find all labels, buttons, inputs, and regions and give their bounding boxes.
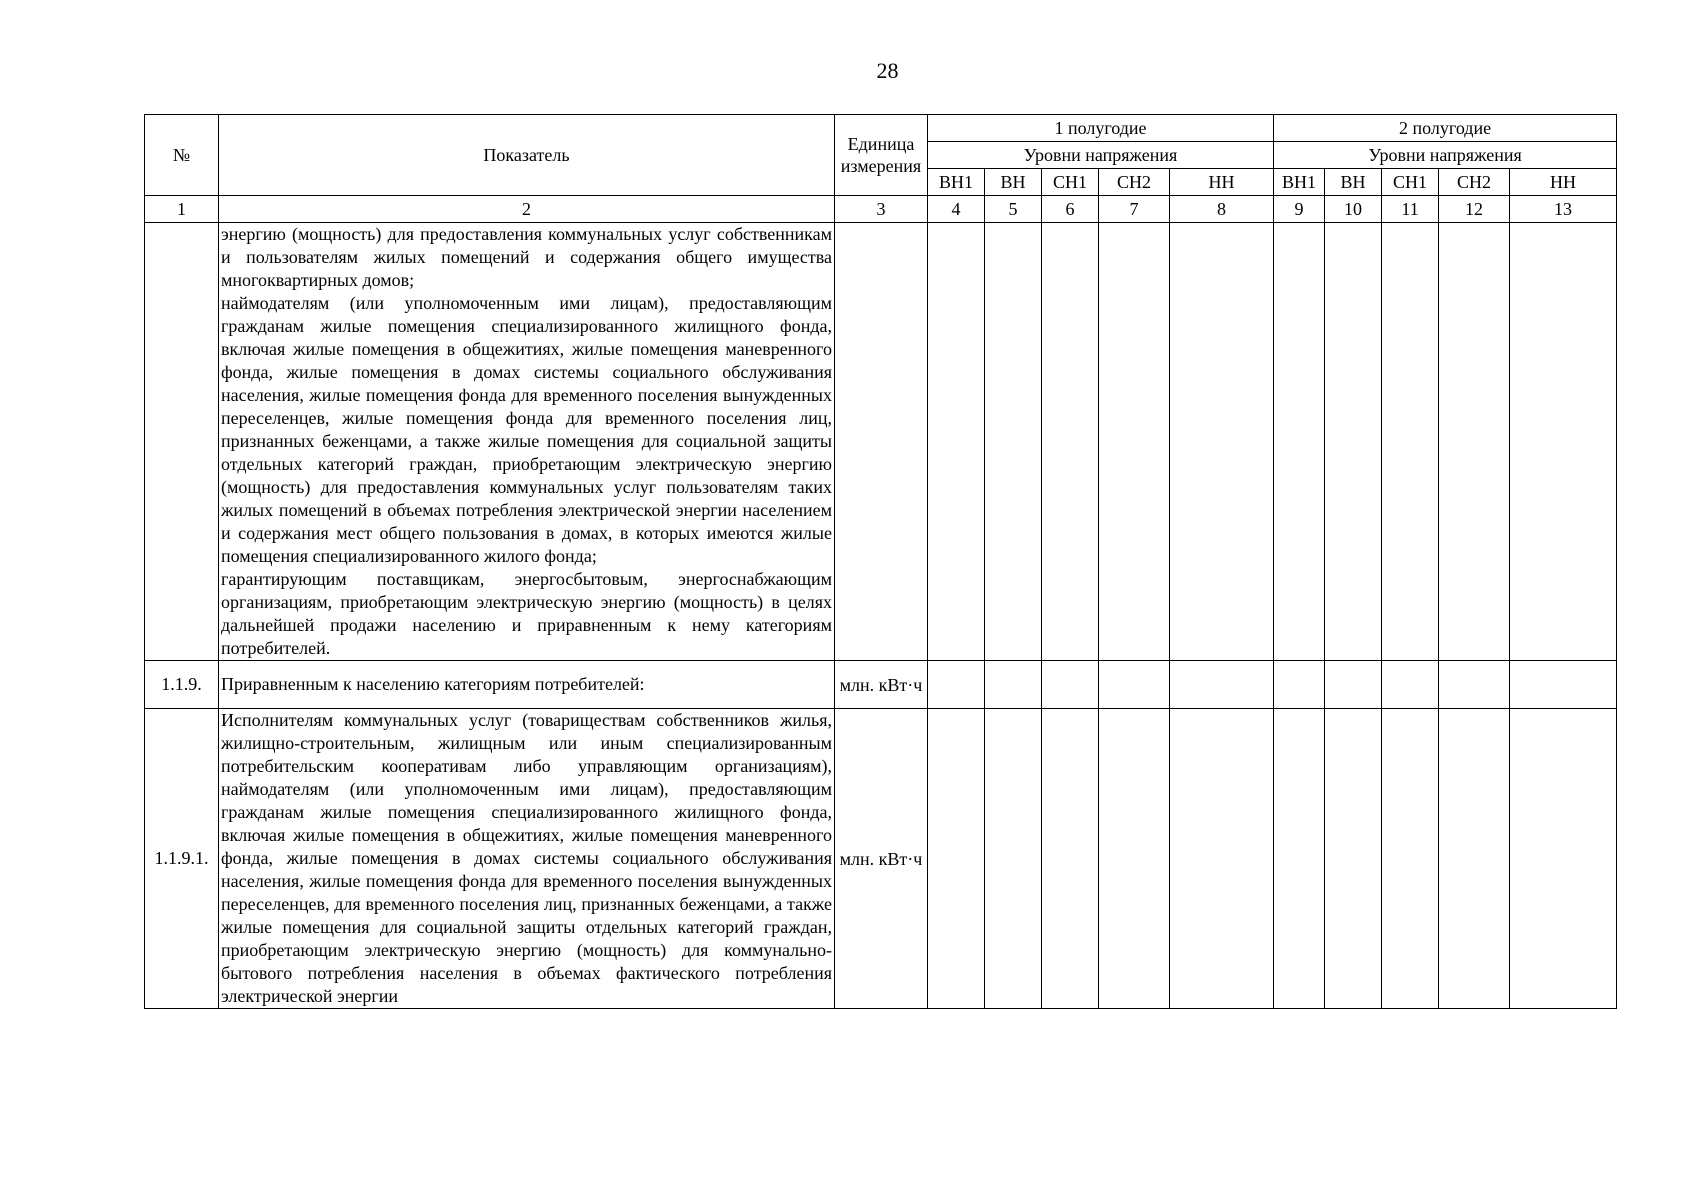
table-row <box>145 661 1617 709</box>
unit-cell <box>835 223 928 661</box>
column-number: 10 <box>1325 196 1382 223</box>
column-number: 11 <box>1382 196 1439 223</box>
column-number: 2 <box>219 196 835 223</box>
value-cell <box>1099 661 1170 709</box>
level-header: СН1 <box>1382 169 1439 196</box>
value-cell <box>1325 709 1382 1009</box>
value-cell <box>985 661 1042 709</box>
header-unit: Единица измерения <box>835 115 928 196</box>
value-cell <box>928 709 985 1009</box>
level-header: НН <box>1170 169 1274 196</box>
level-header: ВН1 <box>928 169 985 196</box>
level-header: НН <box>1510 169 1617 196</box>
value-cell <box>1382 223 1439 661</box>
value-cell <box>1099 709 1170 1009</box>
level-header: ВН <box>985 169 1042 196</box>
value-cell <box>1382 661 1439 709</box>
column-number: 9 <box>1274 196 1325 223</box>
column-number: 5 <box>985 196 1042 223</box>
value-cell <box>1510 223 1617 661</box>
unit-cell: млн. кВт·ч <box>835 709 928 1009</box>
page-number: 28 <box>876 58 899 83</box>
value-cell <box>1042 709 1099 1009</box>
value-cell <box>1325 661 1382 709</box>
level-header: СН2 <box>1439 169 1510 196</box>
header-voltage-levels: Уровни напряжения <box>1274 142 1617 169</box>
indicator-paragraph: энергию (мощность) для предоставления коммунальных услуг собственникам и пользователям жилых помещений и содержания общего имущества многоквартирных домов; <box>221 224 832 290</box>
indicator-text <box>219 661 835 709</box>
level-header: ВН1 <box>1274 169 1325 196</box>
header-no: № <box>145 115 219 196</box>
value-cell <box>1382 709 1439 1009</box>
header-voltage-levels: Уровни напряжения <box>928 142 1274 169</box>
column-number: 3 <box>835 196 928 223</box>
level-header: СН2 <box>1099 169 1170 196</box>
level-header: СН1 <box>1042 169 1099 196</box>
table-row <box>145 709 1617 1009</box>
value-cell <box>1170 661 1274 709</box>
value-cell <box>1510 709 1617 1009</box>
row-number: 1.1.9.1. <box>145 709 219 1009</box>
value-cell <box>1099 223 1170 661</box>
header-half-1: 1 полугодие <box>928 115 1274 142</box>
column-number: 1 <box>145 196 219 223</box>
table-row <box>145 223 1617 661</box>
header-row <box>145 115 1617 142</box>
value-cell <box>1439 223 1510 661</box>
column-number: 7 <box>1099 196 1170 223</box>
value-cell <box>1325 223 1382 661</box>
value-cell <box>1439 709 1510 1009</box>
indicator-paragraph: Приравненным к населению категориям потребителей: <box>221 674 645 694</box>
value-cell <box>1170 709 1274 1009</box>
column-number: 13 <box>1510 196 1617 223</box>
value-cell <box>1274 661 1325 709</box>
level-header: ВН <box>1325 169 1382 196</box>
indicator-text <box>219 709 835 1009</box>
indicator-paragraph: гарантирующим поставщикам, энергосбытовым, энергоснабжающим организациям, приобретающим электрическую энергию (мощность) в целях дальнейшей продажи населению и приравненным к нему категориям потребителей. <box>221 569 832 658</box>
value-cell <box>1274 223 1325 661</box>
value-cell <box>1510 661 1617 709</box>
header-half-2: 2 полугодие <box>1274 115 1617 142</box>
row-number: 1.1.9. <box>145 661 219 709</box>
value-cell <box>1439 661 1510 709</box>
column-number: 12 <box>1439 196 1510 223</box>
value-cell <box>928 223 985 661</box>
value-cell <box>985 709 1042 1009</box>
value-cell <box>1274 709 1325 1009</box>
value-cell <box>928 661 985 709</box>
value-cell <box>1042 661 1099 709</box>
value-cell <box>1042 223 1099 661</box>
indicator-text <box>219 223 835 661</box>
indicator-paragraph: наймодателям (или уполномоченным ими лицам), предоставляющим гражданам жилые помещения специализированного жилищного фонда, включая жилые помещения в общежитиях, жилые помещения маневренного фонда, жилые помещения в домах системы социального обслуживания населения, жилые помещения фонда для временного поселения вынужденных переселенцев, жилые помещения фонда для временного поселения лиц, признанных беженцами, а также жилые помещения для социальной защиты отдельных категорий граждан, приобретающим электрическую энергию (мощность) для предоставления коммунальных услуг пользователям таких жилых помещений в объемах потребления электрической энергии населением и содержания мест общего пользования в домах, в которых имеются жилые помещения специализированного жилого фонда; <box>221 293 832 566</box>
column-number: 4 <box>928 196 985 223</box>
indicator-paragraph: Исполнителям коммунальных услуг (товариществам собственников жилья, жилищно-строительным, жилищным или иным специализированным потребительским кооперативам либо управляющим организациям), наймодателям (или уполномоченным ими лицам), предоставляющим гражданам жилые помещения специализированного жилищного фонда, включая жилые помещения в общежитиях, жилые помещения маневренного фонда, жилые помещения в домах системы социального обслуживания населения, жилые помещения фонда для временного поселения вынужденных переселенцев, для временного поселения лиц, признанных беженцами, а также жилые помещения для социальной защиты отдельных категорий граждан, приобретающим электрическую энергию (мощность) для коммунально-бытового потребления населения в объемах фактического потребления электрической энергии <box>221 710 832 1006</box>
indicators-table <box>144 114 1617 1009</box>
value-cell <box>985 223 1042 661</box>
column-number: 6 <box>1042 196 1099 223</box>
header-indicator: Показатель <box>219 115 835 196</box>
column-number: 8 <box>1170 196 1274 223</box>
value-cell <box>1170 223 1274 661</box>
column-numbers-row <box>145 196 1617 223</box>
row-number <box>145 223 219 661</box>
unit-cell: млн. кВт·ч <box>835 661 928 709</box>
